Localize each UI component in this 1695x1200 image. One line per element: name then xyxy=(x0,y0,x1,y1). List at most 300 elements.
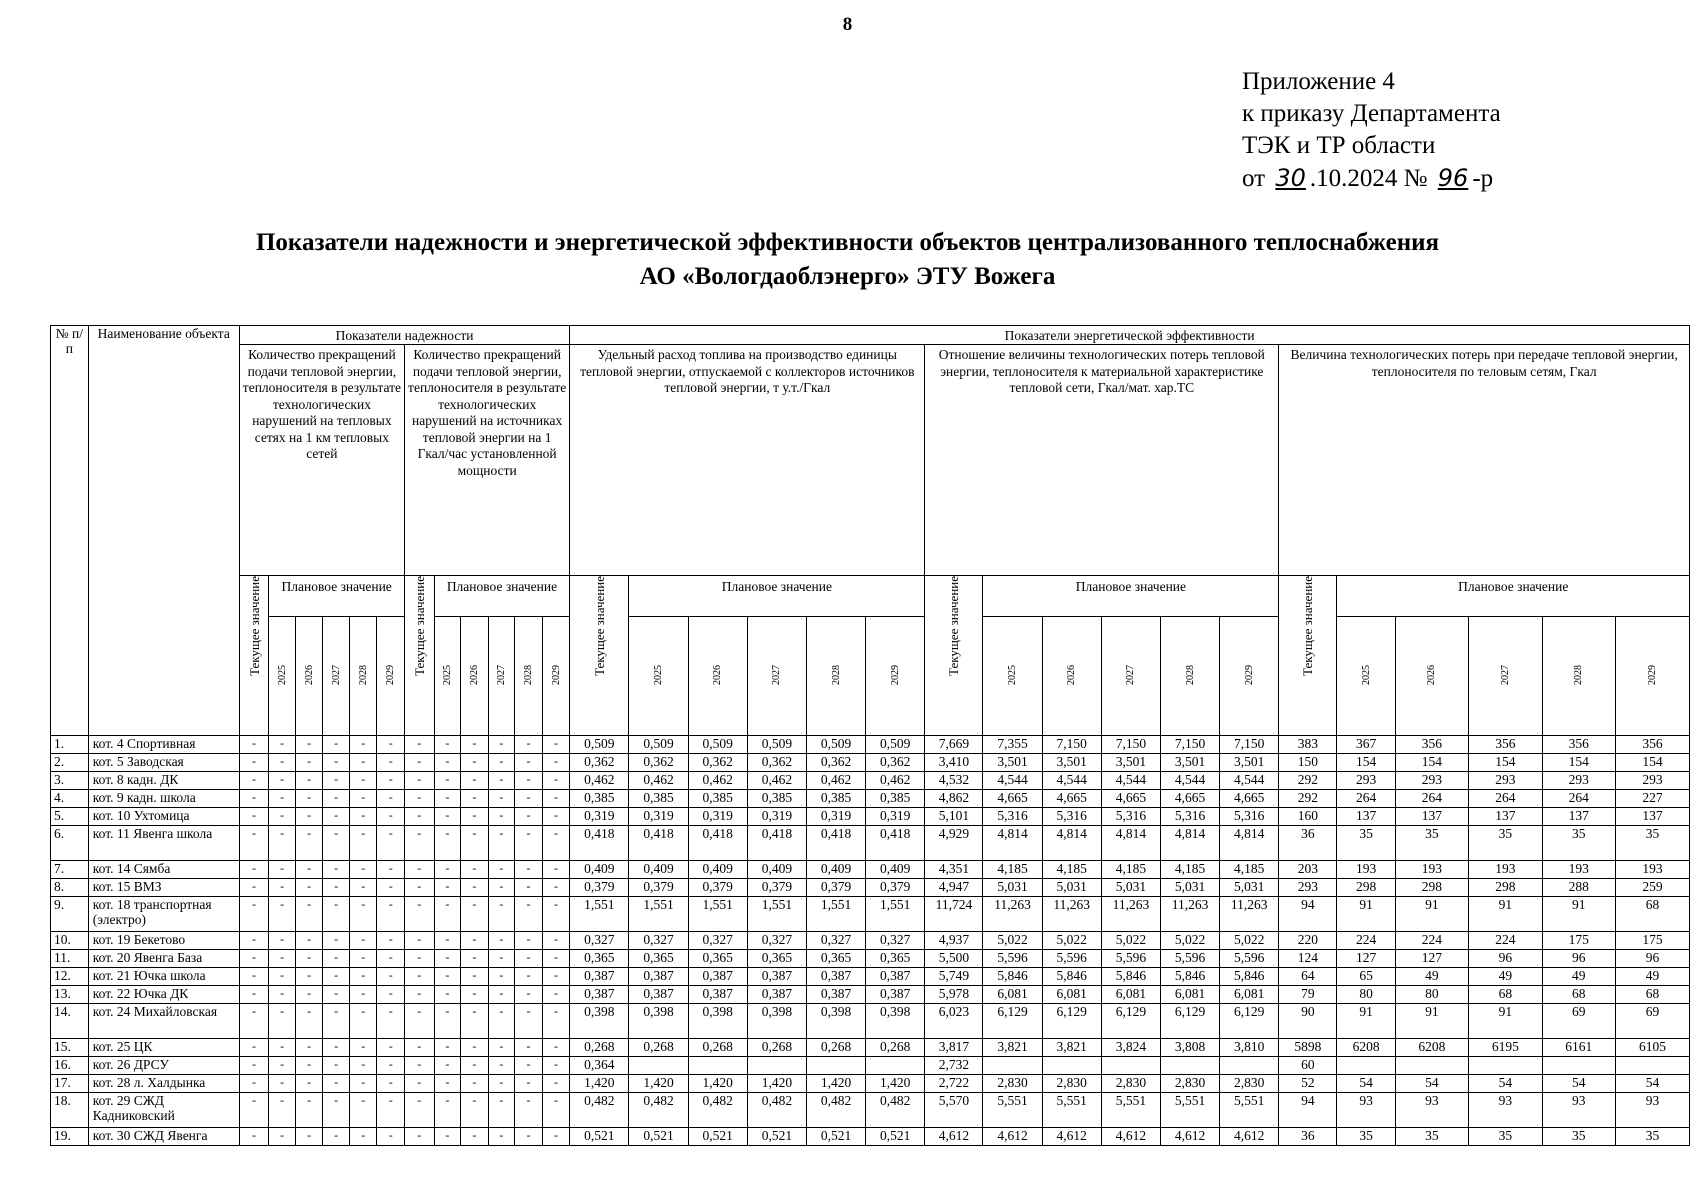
reliability-cell: - xyxy=(405,1004,435,1039)
reliability-cell: - xyxy=(239,861,269,879)
indicators-table xyxy=(50,325,1690,1146)
header-year: 2026 xyxy=(1042,617,1101,736)
date-rest: .10.2024 № xyxy=(1309,165,1434,192)
efficiency-cell: 36 xyxy=(1279,1128,1337,1146)
table-row xyxy=(51,772,1690,790)
efficiency-cell: 1,420 xyxy=(688,1075,747,1093)
reliability-cell: - xyxy=(269,826,296,861)
reliability-cell: - xyxy=(295,950,323,968)
reliability-cell: - xyxy=(434,950,461,968)
efficiency-cell: 0,327 xyxy=(806,932,865,950)
efficiency-cell: 0,319 xyxy=(806,808,865,826)
reliability-cell: - xyxy=(269,772,296,790)
efficiency-cell: 5,022 xyxy=(983,932,1042,950)
efficiency-cell: 4,665 xyxy=(1160,790,1219,808)
efficiency-cell: 0,364 xyxy=(570,1057,629,1075)
reliability-cell: - xyxy=(542,968,570,986)
efficiency-cell: 0,385 xyxy=(570,790,629,808)
efficiency-cell: 2,830 xyxy=(1042,1075,1101,1093)
efficiency-cell: 4,665 xyxy=(1042,790,1101,808)
efficiency-cell: 6,129 xyxy=(983,1004,1042,1039)
efficiency-cell: 0,398 xyxy=(806,1004,865,1039)
efficiency-cell: 6208 xyxy=(1337,1039,1395,1057)
efficiency-cell: 6161 xyxy=(1542,1039,1615,1057)
efficiency-cell: 124 xyxy=(1279,950,1337,968)
efficiency-cell: 0,521 xyxy=(747,1128,806,1146)
efficiency-cell: 93 xyxy=(1469,1093,1542,1128)
reliability-cell: - xyxy=(488,790,515,808)
efficiency-cell: 0,482 xyxy=(570,1093,629,1128)
efficiency-cell: 5,551 xyxy=(1042,1093,1101,1128)
efficiency-cell: 0,409 xyxy=(629,861,688,879)
object-name: кот. 26 ДРСУ xyxy=(88,1057,239,1075)
efficiency-cell: 292 xyxy=(1279,772,1337,790)
efficiency-cell xyxy=(747,1057,806,1075)
reliability-cell: - xyxy=(323,772,350,790)
reliability-cell: - xyxy=(488,932,515,950)
reliability-cell: - xyxy=(295,826,323,861)
efficiency-cell: 1,420 xyxy=(629,1075,688,1093)
efficiency-cell: 0,462 xyxy=(747,772,806,790)
efficiency-cell xyxy=(1337,1057,1395,1075)
efficiency-cell: 137 xyxy=(1469,808,1542,826)
efficiency-cell: 4,612 xyxy=(1101,1128,1160,1146)
reliability-cell: - xyxy=(515,897,543,932)
efficiency-cell: 0,409 xyxy=(747,861,806,879)
reliability-cell: - xyxy=(349,1039,377,1057)
efficiency-cell: 203 xyxy=(1279,861,1337,879)
efficiency-cell: 80 xyxy=(1395,986,1468,1004)
reliability-cell: - xyxy=(323,790,350,808)
efficiency-cell: 7,150 xyxy=(1101,736,1160,754)
reliability-cell: - xyxy=(269,1075,296,1093)
efficiency-cell: 1,551 xyxy=(806,897,865,932)
reliability-cell: - xyxy=(405,932,435,950)
header-year: 2028 xyxy=(1160,617,1219,736)
efficiency-cell: 6,081 xyxy=(1160,986,1219,1004)
reliability-cell: - xyxy=(405,808,435,826)
reliability-cell: - xyxy=(405,950,435,968)
efficiency-cell: 0,379 xyxy=(570,879,629,897)
efficiency-cell: 6,129 xyxy=(1101,1004,1160,1039)
reliability-cell: - xyxy=(323,736,350,754)
table-row xyxy=(51,861,1690,879)
reliability-cell: - xyxy=(349,790,377,808)
title-line-2: АО «Вологдаоблэнерго» ЭТУ Вожега xyxy=(639,263,1056,290)
efficiency-cell: 91 xyxy=(1337,1004,1395,1039)
header-current-2: Текущее значение xyxy=(405,576,435,736)
reliability-cell: - xyxy=(405,826,435,861)
reliability-cell: - xyxy=(377,808,405,826)
efficiency-cell: 11,263 xyxy=(1042,897,1101,932)
reliability-cell: - xyxy=(323,1093,350,1128)
efficiency-cell: 0,509 xyxy=(570,736,629,754)
date-prefix: от xyxy=(1242,165,1272,192)
reliability-cell: - xyxy=(377,968,405,986)
reliability-cell: - xyxy=(349,897,377,932)
reliability-cell: - xyxy=(269,897,296,932)
efficiency-cell: 93 xyxy=(1542,1093,1615,1128)
efficiency-cell: 0,462 xyxy=(629,772,688,790)
efficiency-cell: 5,022 xyxy=(1160,932,1219,950)
reliability-cell: - xyxy=(323,826,350,861)
efficiency-cell: 4,612 xyxy=(925,1128,983,1146)
table-row xyxy=(51,879,1690,897)
efficiency-cell: 0,387 xyxy=(629,968,688,986)
efficiency-cell: 0,387 xyxy=(866,986,925,1004)
table-row xyxy=(51,1075,1690,1093)
efficiency-cell: 0,365 xyxy=(806,950,865,968)
efficiency-cell: 11,263 xyxy=(983,897,1042,932)
reliability-cell: - xyxy=(515,790,543,808)
efficiency-cell: 298 xyxy=(1469,879,1542,897)
efficiency-cell: 4,612 xyxy=(983,1128,1042,1146)
object-name: кот. 10 Ухтомица xyxy=(88,808,239,826)
reliability-cell: - xyxy=(239,1057,269,1075)
efficiency-cell: 137 xyxy=(1395,808,1468,826)
efficiency-cell: 5,551 xyxy=(1220,1093,1279,1128)
table-row xyxy=(51,932,1690,950)
reliability-cell: - xyxy=(542,1004,570,1039)
header-current-3: Текущее значение xyxy=(570,576,629,736)
efficiency-cell: 4,947 xyxy=(925,879,983,897)
efficiency-cell: 0,362 xyxy=(570,754,629,772)
efficiency-cell: 0,362 xyxy=(747,754,806,772)
row-number: 9. xyxy=(51,897,89,932)
efficiency-cell: 4,612 xyxy=(1042,1128,1101,1146)
reliability-cell: - xyxy=(269,1093,296,1128)
efficiency-cell: 154 xyxy=(1395,754,1468,772)
efficiency-cell: 0,319 xyxy=(688,808,747,826)
efficiency-cell: 193 xyxy=(1469,861,1542,879)
reliability-cell: - xyxy=(295,897,323,932)
reliability-cell: - xyxy=(239,790,269,808)
reliability-cell: - xyxy=(515,932,543,950)
reliability-cell: - xyxy=(323,1057,350,1075)
reliability-cell: - xyxy=(377,986,405,1004)
efficiency-cell: 0,462 xyxy=(570,772,629,790)
efficiency-cell: 154 xyxy=(1337,754,1395,772)
reliability-cell: - xyxy=(434,826,461,861)
efficiency-cell: 4,862 xyxy=(925,790,983,808)
efficiency-cell: 0,319 xyxy=(629,808,688,826)
efficiency-cell: 2,830 xyxy=(1220,1075,1279,1093)
reliability-cell: - xyxy=(461,1004,489,1039)
reliability-cell: - xyxy=(434,1075,461,1093)
reliability-cell: - xyxy=(434,879,461,897)
table-row xyxy=(51,897,1690,932)
reliability-cell: - xyxy=(542,808,570,826)
reliability-cell: - xyxy=(269,968,296,986)
efficiency-cell: 6,129 xyxy=(1160,1004,1219,1039)
object-name: кот. 15 ВМЗ xyxy=(88,879,239,897)
efficiency-cell: 5,500 xyxy=(925,950,983,968)
efficiency-cell: 193 xyxy=(1542,861,1615,879)
efficiency-cell: 5,316 xyxy=(983,808,1042,826)
efficiency-cell: 367 xyxy=(1337,736,1395,754)
efficiency-cell: 0,385 xyxy=(747,790,806,808)
table-row xyxy=(51,1004,1690,1039)
efficiency-cell: 0,387 xyxy=(747,968,806,986)
object-name: кот. 19 Бекетово xyxy=(88,932,239,950)
reliability-cell: - xyxy=(269,1004,296,1039)
efficiency-cell: 5,316 xyxy=(1042,808,1101,826)
reliability-cell: - xyxy=(377,754,405,772)
efficiency-cell: 0,365 xyxy=(629,950,688,968)
efficiency-cell: 3,501 xyxy=(1220,754,1279,772)
efficiency-cell: 4,544 xyxy=(1101,772,1160,790)
efficiency-cell: 293 xyxy=(1542,772,1615,790)
efficiency-cell xyxy=(1220,1057,1279,1075)
reliability-cell: - xyxy=(349,736,377,754)
row-number: 12. xyxy=(51,968,89,986)
reliability-cell: - xyxy=(349,968,377,986)
reliability-cell: - xyxy=(323,754,350,772)
efficiency-cell: 0,327 xyxy=(747,932,806,950)
header-year: 2029 xyxy=(1220,617,1279,736)
efficiency-cell: 0,398 xyxy=(688,1004,747,1039)
reliability-cell: - xyxy=(323,808,350,826)
header-metric-2: Количество прекращений подачи тепловой энергии, теплоносителя в результате технологических нарушений на источниках тепловой энергии на 1 Гкал/час установленной мощности xyxy=(405,345,570,576)
appendix-block xyxy=(1242,66,1501,195)
efficiency-cell: 264 xyxy=(1337,790,1395,808)
table-row xyxy=(51,1039,1690,1057)
efficiency-cell: 5,022 xyxy=(1101,932,1160,950)
efficiency-cell: 1,551 xyxy=(688,897,747,932)
appendix-line: ТЭК и ТР области xyxy=(1242,132,1436,159)
efficiency-cell: 264 xyxy=(1469,790,1542,808)
efficiency-cell: 0,319 xyxy=(747,808,806,826)
efficiency-cell: 0,521 xyxy=(688,1128,747,1146)
efficiency-cell: 356 xyxy=(1469,736,1542,754)
efficiency-cell: 5,031 xyxy=(1160,879,1219,897)
row-number: 14. xyxy=(51,1004,89,1039)
efficiency-cell: 0,387 xyxy=(747,986,806,1004)
reliability-cell: - xyxy=(269,986,296,1004)
efficiency-cell: 0,268 xyxy=(866,1039,925,1057)
reliability-cell: - xyxy=(269,1057,296,1075)
efficiency-cell: 35 xyxy=(1542,1128,1615,1146)
efficiency-cell: 54 xyxy=(1542,1075,1615,1093)
reliability-cell: - xyxy=(269,1128,296,1146)
efficiency-cell: 11,263 xyxy=(1220,897,1279,932)
efficiency-cell: 7,150 xyxy=(1042,736,1101,754)
reliability-cell: - xyxy=(323,1128,350,1146)
table-row xyxy=(51,754,1690,772)
efficiency-cell: 4,544 xyxy=(983,772,1042,790)
efficiency-cell: 193 xyxy=(1337,861,1395,879)
header-num: № п/п xyxy=(51,326,89,736)
efficiency-cell: 5898 xyxy=(1279,1039,1337,1057)
reliability-cell: - xyxy=(349,1004,377,1039)
row-number: 15. xyxy=(51,1039,89,1057)
reliability-cell: - xyxy=(239,736,269,754)
reliability-cell: - xyxy=(488,808,515,826)
object-name: кот. 30 СЖД Явенга xyxy=(88,1128,239,1146)
efficiency-cell: 3,824 xyxy=(1101,1039,1160,1057)
efficiency-cell: 4,185 xyxy=(1042,861,1101,879)
reliability-cell: - xyxy=(269,790,296,808)
appendix-line: к приказу Департамента xyxy=(1242,100,1501,127)
efficiency-cell: 137 xyxy=(1542,808,1615,826)
table-row xyxy=(51,790,1690,808)
reliability-cell: - xyxy=(488,1128,515,1146)
header-year: 2027 xyxy=(747,617,806,736)
object-name: кот. 29 СЖД Кадниковский xyxy=(88,1093,239,1128)
efficiency-cell: 68 xyxy=(1469,986,1542,1004)
reliability-cell: - xyxy=(405,897,435,932)
table-row xyxy=(51,950,1690,968)
efficiency-cell: 0,365 xyxy=(747,950,806,968)
efficiency-cell: 54 xyxy=(1395,1075,1468,1093)
efficiency-cell: 0,362 xyxy=(629,754,688,772)
efficiency-cell: 0,387 xyxy=(629,986,688,1004)
efficiency-cell: 0,409 xyxy=(688,861,747,879)
efficiency-cell: 0,379 xyxy=(806,879,865,897)
efficiency-cell: 0,365 xyxy=(866,950,925,968)
table-row xyxy=(51,736,1690,754)
efficiency-cell: 0,482 xyxy=(747,1093,806,1128)
efficiency-cell: 0,482 xyxy=(806,1093,865,1128)
reliability-cell: - xyxy=(542,861,570,879)
reliability-cell: - xyxy=(239,950,269,968)
header-reliability: Показатели надежности xyxy=(239,326,570,345)
efficiency-cell: 4,665 xyxy=(1220,790,1279,808)
reliability-cell: - xyxy=(461,986,489,1004)
efficiency-cell: 2,830 xyxy=(1101,1075,1160,1093)
header-year: 2025 xyxy=(983,617,1042,736)
reliability-cell: - xyxy=(349,986,377,1004)
efficiency-cell xyxy=(1042,1057,1101,1075)
reliability-cell: - xyxy=(405,790,435,808)
efficiency-cell: 94 xyxy=(1279,897,1337,932)
reliability-cell: - xyxy=(461,790,489,808)
object-name: кот. 14 Сямба xyxy=(88,861,239,879)
reliability-cell: - xyxy=(542,1039,570,1057)
efficiency-cell xyxy=(1469,1057,1542,1075)
efficiency-cell: 0,327 xyxy=(688,932,747,950)
efficiency-cell: 4,665 xyxy=(1101,790,1160,808)
reliability-cell: - xyxy=(515,826,543,861)
efficiency-cell: 4,544 xyxy=(1160,772,1219,790)
efficiency-cell: 11,263 xyxy=(1160,897,1219,932)
reliability-cell: - xyxy=(488,879,515,897)
row-number: 11. xyxy=(51,950,89,968)
reliability-cell: - xyxy=(239,754,269,772)
row-number: 19. xyxy=(51,1128,89,1146)
reliability-cell: - xyxy=(239,879,269,897)
reliability-cell: - xyxy=(295,1039,323,1057)
efficiency-cell: 0,327 xyxy=(866,932,925,950)
reliability-cell: - xyxy=(405,1075,435,1093)
row-number: 4. xyxy=(51,790,89,808)
reliability-cell: - xyxy=(295,772,323,790)
efficiency-cell: 0,362 xyxy=(806,754,865,772)
row-number: 13. xyxy=(51,986,89,1004)
reliability-cell: - xyxy=(434,736,461,754)
reliability-cell: - xyxy=(488,897,515,932)
header-year: 2029 xyxy=(866,617,925,736)
reliability-cell: - xyxy=(461,826,489,861)
efficiency-cell: 0,327 xyxy=(629,932,688,950)
efficiency-cell: 1,420 xyxy=(866,1075,925,1093)
efficiency-cell: 5,316 xyxy=(1160,808,1219,826)
object-name: кот. 4 Спортивная xyxy=(88,736,239,754)
efficiency-cell: 35 xyxy=(1616,1128,1690,1146)
reliability-cell: - xyxy=(461,932,489,950)
reliability-cell: - xyxy=(488,861,515,879)
efficiency-cell: 154 xyxy=(1469,754,1542,772)
reliability-cell: - xyxy=(461,772,489,790)
efficiency-cell: 4,185 xyxy=(1160,861,1219,879)
header-current-5: Текущее значение xyxy=(1279,576,1337,736)
reliability-cell: - xyxy=(239,772,269,790)
row-number: 7. xyxy=(51,861,89,879)
header-year: 2028 xyxy=(806,617,865,736)
reliability-cell: - xyxy=(323,932,350,950)
reliability-cell: - xyxy=(349,1093,377,1128)
header-year: 2027 xyxy=(323,617,350,736)
reliability-cell: - xyxy=(377,772,405,790)
reliability-cell: - xyxy=(515,968,543,986)
efficiency-cell: 6208 xyxy=(1395,1039,1468,1057)
efficiency-cell: 137 xyxy=(1337,808,1395,826)
efficiency-cell xyxy=(629,1057,688,1075)
reliability-cell: - xyxy=(488,1039,515,1057)
efficiency-cell: 0,418 xyxy=(688,826,747,861)
table-row xyxy=(51,808,1690,826)
efficiency-cell: 5,978 xyxy=(925,986,983,1004)
efficiency-cell: 0,521 xyxy=(629,1128,688,1146)
efficiency-cell: 5,031 xyxy=(1042,879,1101,897)
efficiency-cell: 4,612 xyxy=(1220,1128,1279,1146)
efficiency-cell xyxy=(1395,1057,1468,1075)
efficiency-cell: 0,509 xyxy=(747,736,806,754)
efficiency-cell: 154 xyxy=(1616,754,1690,772)
reliability-cell: - xyxy=(515,1093,543,1128)
efficiency-cell: 0,387 xyxy=(866,968,925,986)
reliability-cell: - xyxy=(461,861,489,879)
efficiency-cell: 3,501 xyxy=(983,754,1042,772)
efficiency-cell: 69 xyxy=(1616,1004,1690,1039)
efficiency-cell: 5,031 xyxy=(1220,879,1279,897)
efficiency-cell: 11,724 xyxy=(925,897,983,932)
reliability-cell: - xyxy=(542,879,570,897)
efficiency-cell: 6,081 xyxy=(1042,986,1101,1004)
table-row xyxy=(51,1093,1690,1128)
reliability-cell: - xyxy=(377,1128,405,1146)
efficiency-cell: 224 xyxy=(1469,932,1542,950)
efficiency-cell: 4,814 xyxy=(983,826,1042,861)
efficiency-cell: 4,814 xyxy=(1160,826,1219,861)
efficiency-cell: 1,551 xyxy=(570,897,629,932)
efficiency-cell: 5,551 xyxy=(1101,1093,1160,1128)
efficiency-cell: 52 xyxy=(1279,1075,1337,1093)
efficiency-cell: 4,814 xyxy=(1101,826,1160,861)
reliability-cell: - xyxy=(295,986,323,1004)
efficiency-cell: 3,817 xyxy=(925,1039,983,1057)
efficiency-cell: 293 xyxy=(1395,772,1468,790)
efficiency-cell: 93 xyxy=(1395,1093,1468,1128)
reliability-cell: - xyxy=(323,986,350,1004)
efficiency-cell: 3,821 xyxy=(1042,1039,1101,1057)
reliability-cell: - xyxy=(515,736,543,754)
efficiency-cell: 7,669 xyxy=(925,736,983,754)
reliability-cell: - xyxy=(377,879,405,897)
efficiency-cell: 154 xyxy=(1542,754,1615,772)
efficiency-cell: 4,814 xyxy=(1220,826,1279,861)
reliability-cell: - xyxy=(405,986,435,1004)
